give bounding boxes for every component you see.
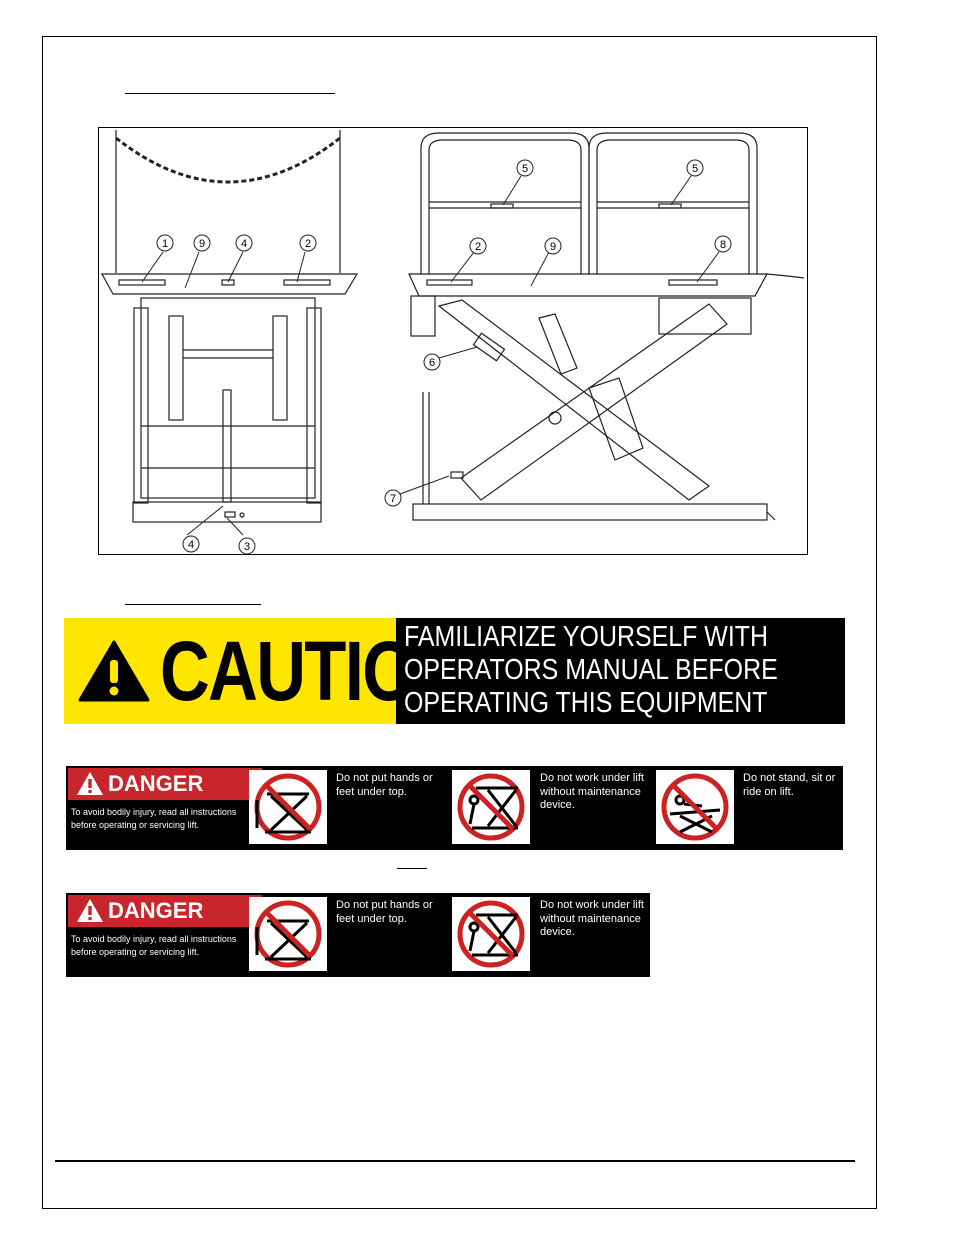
callout-label: 3 xyxy=(243,541,251,553)
warning-text: Do not work under lift without maintenance device. xyxy=(540,899,644,938)
warning-text: Do not put hands or feet under top. xyxy=(336,772,433,798)
callout-label: 6 xyxy=(428,357,436,369)
callout-label: 4 xyxy=(240,238,248,250)
footer-rule xyxy=(55,1160,855,1162)
danger-signal-word: DANGER xyxy=(108,771,204,796)
callout-label: 4 xyxy=(187,539,195,551)
heading-underline-2 xyxy=(125,604,261,605)
no-work-under-lift-pictogram xyxy=(452,897,530,971)
no-ride-on-lift-pictogram xyxy=(656,770,734,844)
small-underline-mark xyxy=(397,868,427,869)
callout-label: 2 xyxy=(474,241,482,253)
warning-text: Do not put hands or feet under top. xyxy=(336,899,433,925)
caution-signal-panel xyxy=(64,618,463,724)
warning-triangle-icon xyxy=(78,640,150,702)
no-ride-icon xyxy=(656,770,734,844)
warning-triangle-icon xyxy=(76,898,104,923)
callout-label: 9 xyxy=(198,238,206,250)
warning-triangle-icon xyxy=(76,771,104,796)
warning-text: Do not work under lift without maintenance device. xyxy=(540,772,644,811)
danger-header xyxy=(68,895,262,927)
callout-label: 9 xyxy=(549,241,557,253)
caution-message-line: FAMILIARIZE YOURSELF WITH xyxy=(404,621,769,653)
no-hands-icon xyxy=(249,770,327,844)
no-work-under-lift-pictogram xyxy=(452,770,530,844)
lift-decal-locations-figure xyxy=(98,127,808,555)
caution-message-panel xyxy=(396,618,845,724)
callout-label: 7 xyxy=(389,493,397,505)
no-hands-feet-under-top-pictogram xyxy=(249,770,327,844)
callout-label: 5 xyxy=(691,163,699,175)
danger-description: To avoid bodily injury, read all instructions before operating or servicing lift. xyxy=(71,807,237,830)
danger-signal-word: DANGER xyxy=(108,898,204,923)
no-work-under-lift-icon xyxy=(452,770,530,844)
danger-description: To avoid bodily injury, read all instructions before operating or servicing lift. xyxy=(71,934,237,957)
danger-header xyxy=(68,768,262,800)
caution-decal xyxy=(64,618,845,724)
danger-decal-three-panel xyxy=(66,766,843,850)
no-hands-feet-under-top-pictogram xyxy=(249,897,327,971)
no-hands-icon xyxy=(249,897,327,971)
callout-label: 1 xyxy=(161,238,169,250)
lift-diagram-drawing xyxy=(99,128,807,554)
caution-message-line: OPERATORS MANUAL BEFORE xyxy=(404,654,779,686)
warning-text: Do not stand, sit or ride on lift. xyxy=(743,772,836,798)
callout-label: 8 xyxy=(719,239,727,251)
callout-label: 5 xyxy=(521,163,529,175)
no-work-under-lift-icon xyxy=(452,897,530,971)
caution-signal-word: CAUTION xyxy=(160,624,463,718)
danger-decal-two-panel xyxy=(66,893,650,977)
heading-underline-1 xyxy=(125,93,335,94)
caution-message-line: OPERATING THIS EQUIPMENT xyxy=(404,687,768,719)
callout-label: 2 xyxy=(304,238,312,250)
